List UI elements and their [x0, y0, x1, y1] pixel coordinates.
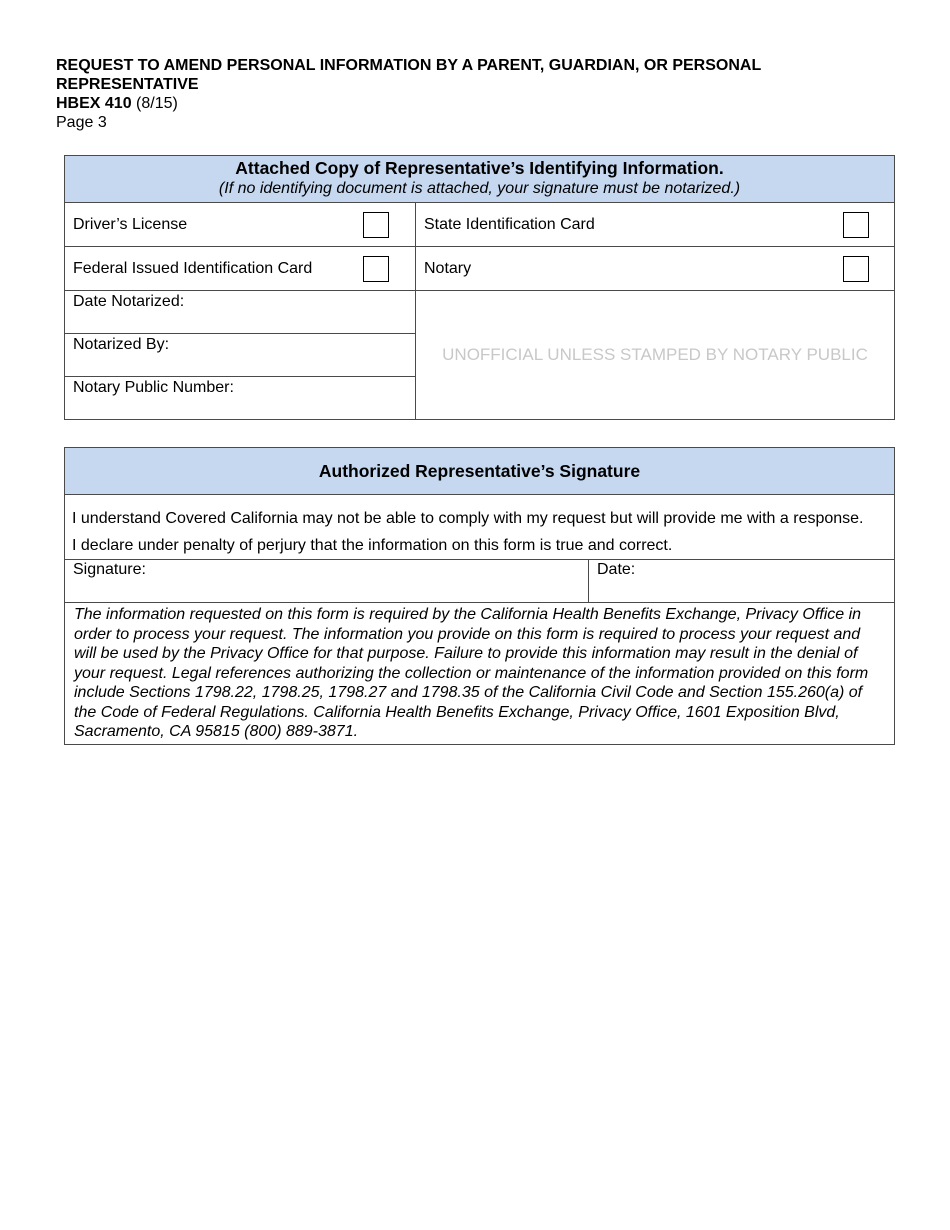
date-label: Date: [597, 561, 636, 578]
form-code-line [56, 94, 896, 113]
date-notarized-label: Date Notarized: [73, 293, 185, 310]
identification-table [64, 155, 895, 420]
notary-number-field[interactable] [65, 377, 416, 420]
drivers-license-checkbox[interactable] [363, 212, 389, 238]
notary-label: Notary [424, 260, 472, 277]
state-id-checkbox[interactable] [843, 212, 869, 238]
signature-label: Signature: [73, 561, 146, 578]
form-title: REQUEST TO AMEND PERSONAL INFORMATION BY A PARENT, GUARDIAN, OR PERSONAL REPRESENTATIVE [56, 57, 761, 93]
notarized-by-label: Notarized By: [73, 336, 170, 353]
form-header [56, 56, 896, 132]
notary-stamp-area [416, 291, 895, 420]
stamp-note: UNOFFICIAL UNLESS STAMPED BY NOTARY PUBLIC [442, 345, 868, 364]
date-field[interactable] [589, 560, 895, 603]
notarized-by-field[interactable] [65, 334, 416, 377]
signature-table [64, 447, 895, 745]
drivers-license-option [65, 203, 416, 247]
drivers-license-label: Driver’s License [73, 216, 188, 233]
declaration-perjury: I declare under penalty of perjury that the information on this form is true and correct. [72, 537, 673, 554]
signature-heading: Authorized Representative’s Signature [318, 460, 641, 481]
signature-header [65, 448, 895, 495]
state-id-label: State Identification Card [424, 216, 595, 233]
page-number: Page 3 [56, 114, 107, 131]
declaration-understand: I understand Covered California may not be able to comply with my request but will provide me with a response. [72, 510, 864, 527]
federal-id-option [65, 247, 416, 291]
notary-number-label: Notary Public Number: [73, 379, 234, 396]
signature-field[interactable] [65, 560, 589, 603]
privacy-notice: The information requested on this form is required by the California Health Benefits Exchange, Privacy Office in order to process your request. The information you provide on this form is required to process your request and will be used by the Privacy Office for that purpose. Failure to provide this information may result in the denial of your request. Legal references authorizing the collection or maintenance of the information provided on this form include Sections 1798.22, 1798.25, 1798.27 and 1798.35 of the California Civil Code and Section 155.260(a) of the Code of Federal Regulations. California Health Benefits Exchange, Privacy Office, 1601 Exposition Blvd, Sacramento, CA 95815 (800) 889-3871. [65, 603, 895, 745]
state-id-option [416, 203, 895, 247]
identification-heading: Attached Copy of Representative’s Identifying Information. [235, 158, 724, 178]
date-notarized-field[interactable] [65, 291, 416, 334]
notary-checkbox[interactable] [843, 256, 869, 282]
identification-header [65, 156, 895, 203]
notary-option [416, 247, 895, 291]
form-date: (8/15) [136, 95, 178, 112]
declaration [65, 495, 895, 560]
federal-id-checkbox[interactable] [363, 256, 389, 282]
federal-id-label: Federal Issued Identification Card [73, 260, 313, 277]
form-code: HBEX 410 [56, 95, 132, 112]
identification-subheading: (If no identifying document is attached, your signature must be notarized.) [218, 180, 741, 197]
